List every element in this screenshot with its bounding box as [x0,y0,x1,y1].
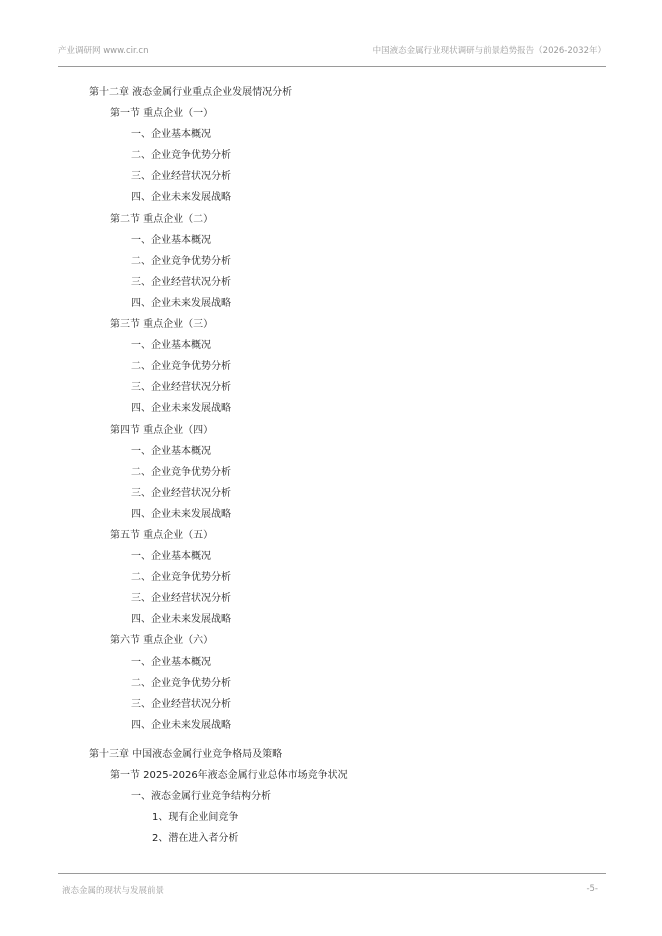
toc-item: 四、企业未来发展战略 [131,508,231,520]
toc-item: 一、企业基本概况 [131,340,211,352]
section-6-title: 第六节 重点企业（六） [110,635,214,647]
chapter-spacer [0,736,662,744]
page-header [58,40,606,67]
toc-item: 三、企业经营状况分析 [131,171,231,183]
section-3-title: 第三节 重点企业（三） [110,319,214,331]
header-site: 产业调研网 www.cir.cn [58,46,149,56]
toc-subitem: 2、潜在进入者分析 [152,833,239,845]
toc-item: 三、企业经营状况分析 [131,593,231,605]
toc-item: 三、企业经营状况分析 [131,382,231,394]
toc-item: 四、企业未来发展战略 [131,614,231,626]
chapter-12-title: 第十二章 液态金属行业重点企业发展情况分析 [89,87,293,98]
page-number: -5- [586,884,598,894]
section-1-title: 第一节 重点企业（一） [110,108,214,120]
toc-subitem: 1、现有企业间竞争 [152,812,239,824]
footer-title: 液态金属的现状与发展前景 [62,886,165,896]
toc-item: 一、液态金属行业竞争结构分析 [131,791,271,803]
toc-item: 一、企业基本概况 [131,234,211,246]
chapter-13-title: 第十三章 中国液态金属行业竞争格局及策略 [89,748,283,760]
toc-item: 三、企业经营状况分析 [131,276,231,288]
toc-item: 二、企业竞争优势分析 [131,572,231,584]
toc-item: 四、企业未来发展战略 [131,192,231,204]
toc-item: 三、企业经营状况分析 [131,698,231,710]
toc-item: 二、企业竞争优势分析 [131,677,231,689]
page-footer [58,873,606,896]
chapter-13-section-1-title: 第一节 2025-2026年液态金属行业总体市场竞争状况 [110,770,348,781]
toc-item: 二、企业竞争优势分析 [131,150,231,162]
toc-item: 一、企业基本概况 [131,129,211,141]
toc-item: 二、企业竞争优势分析 [131,466,231,478]
table-of-contents [0,82,662,849]
toc-item: 四、企业未来发展战略 [131,297,231,309]
section-5-title: 第五节 重点企业（五） [110,529,214,541]
toc-item: 三、企业经营状况分析 [131,487,231,499]
toc-item: 四、企业未来发展战略 [131,403,231,415]
toc-item: 二、企业竞争优势分析 [131,255,231,267]
toc-item: 一、企业基本概况 [131,445,211,457]
section-2-title: 第二节 重点企业（二） [110,213,214,225]
toc-item: 四、企业未来发展战略 [131,719,231,731]
section-4-title: 第四节 重点企业（四） [110,424,214,436]
toc-item: 一、企业基本概况 [131,551,211,563]
header-report-title: 中国液态金属行业现状调研与前景趋势报告（2026-2032年） [372,46,606,56]
toc-item: 一、企业基本概况 [131,656,211,668]
toc-item: 二、企业竞争优势分析 [131,361,231,373]
